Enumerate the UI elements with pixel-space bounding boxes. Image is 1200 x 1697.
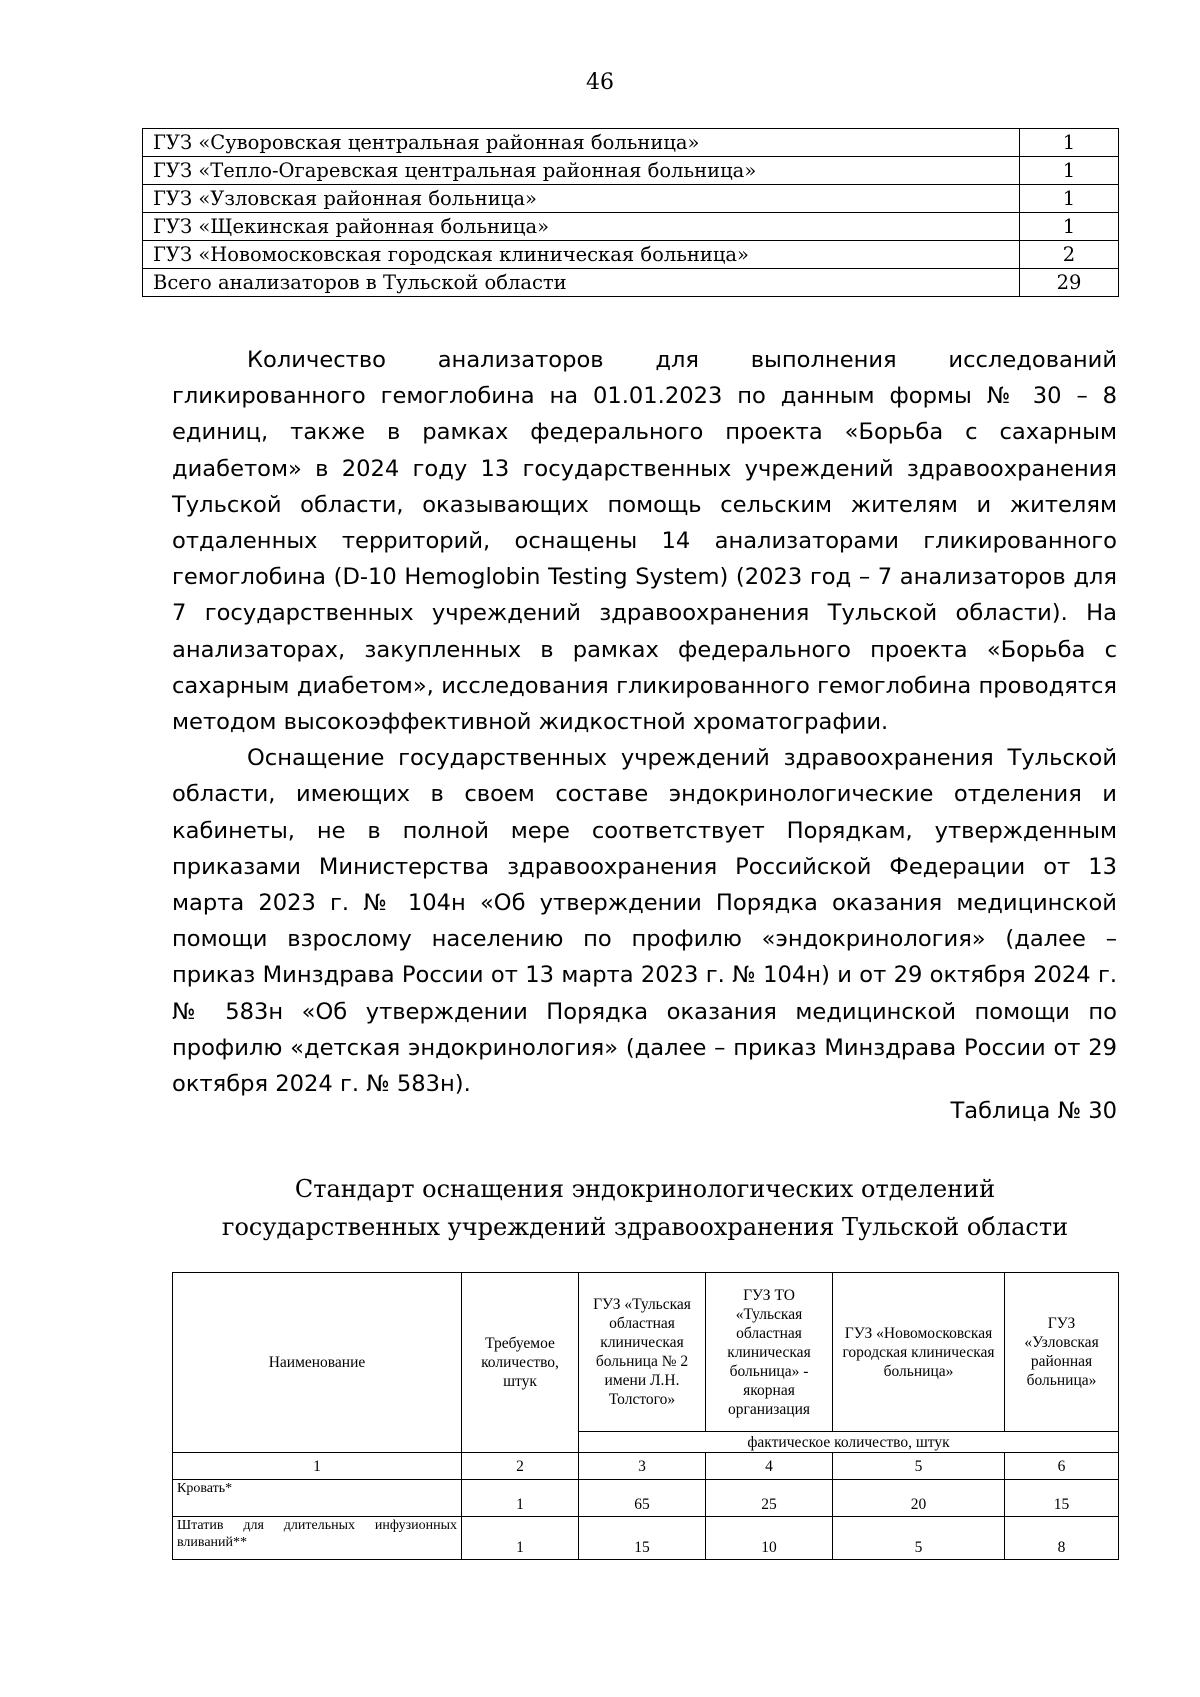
actual-count: 25 bbox=[706, 1480, 833, 1517]
column-number: 6 bbox=[1005, 1453, 1119, 1480]
hospital-name: ГУЗ «Суворовская центральная районная больница» bbox=[143, 129, 1020, 157]
table-title-line: Стандарт оснащения эндокринологических отделений bbox=[294, 1175, 996, 1203]
header-hospital-1: ГУЗ «Тульская областная клиническая больница № 2 имени Л.Н. Толстого» bbox=[579, 1273, 706, 1432]
paragraph: Количество анализаторов для выполнения исследований гликированного гемоглобина на 01.01.2023 по данным формы № 30 – 8 единиц, также в рамках федерального проекта «Борьба с сахарным диабетом» в 2024 году 13 государственных учреждений здравоохранения Тульской области, оказывающих помощь сельским жителям и жителям отдаленных территорий, оснащены 14 анализаторами гликированного гемоглобина (D-10 Hemoglobin Testing System) (2023 год – 7 анализаторов для 7 государственных учреждений здравоохранения Тульской области). На анализаторах, закупленных в рамках федерального проекта «Борьба с сахарным диабетом», исследования гликированного гемоглобина проводятся методом высокоэффективной жидкостной хроматографии. bbox=[172, 347, 1117, 736]
header-name: Наименование bbox=[173, 1273, 462, 1453]
column-number: 4 bbox=[706, 1453, 833, 1480]
actual-count: 65 bbox=[579, 1480, 706, 1517]
header-row bbox=[173, 1273, 1119, 1432]
body-text bbox=[172, 342, 1117, 1102]
table-row bbox=[173, 1480, 1119, 1517]
actual-count: 8 bbox=[1005, 1517, 1119, 1560]
total-count: 29 bbox=[1020, 269, 1119, 297]
unit-label: фактическое количество, штук bbox=[579, 1432, 1119, 1453]
hospital-name: ГУЗ «Щекинская районная больница» bbox=[143, 213, 1020, 241]
required-count: 1 bbox=[462, 1480, 579, 1517]
analyzer-count: 1 bbox=[1020, 129, 1119, 157]
actual-count: 20 bbox=[833, 1480, 1005, 1517]
column-number: 1 bbox=[173, 1453, 462, 1480]
table-row-total bbox=[143, 269, 1119, 297]
paragraph: Оснащение государственных учреждений здравоохранения Тульской области, имеющих в своем составе эндокринологические отделения и кабинеты, не в полной мере соответствует Порядкам, утвержденным приказами Министерства здравоохранения Российской Федерации от 13 марта 2023 г. № 104н «Об утверждении Порядка оказания медицинской помощи взрослому населению по профилю «эндокринология» (далее – приказ Минздрава России от 13 марта 2023 г. № 104н) и от 29 октября 2024 г. № 583н «Об утверждении Порядка оказания медицинской помощи по профилю «детская эндокринология» (далее – приказ Минздрава России от 29 октября 2024 г. № 583н). bbox=[172, 745, 1117, 1098]
table-row bbox=[143, 213, 1119, 241]
actual-count: 10 bbox=[706, 1517, 833, 1560]
total-label: Всего анализаторов в Тульской области bbox=[143, 269, 1020, 297]
actual-count: 15 bbox=[1005, 1480, 1119, 1517]
table-title bbox=[0, 1170, 1200, 1246]
analyzer-count: 1 bbox=[1020, 157, 1119, 185]
hospital-name: ГУЗ «Узловская районная больница» bbox=[143, 185, 1020, 213]
page-number: 46 bbox=[586, 70, 614, 95]
table-row bbox=[143, 129, 1119, 157]
table-row bbox=[143, 157, 1119, 185]
table-row bbox=[173, 1517, 1119, 1560]
header-hospital-2: ГУЗ ТО «Тульская областная клиническая больница» - якорная организация bbox=[706, 1273, 833, 1432]
column-number: 2 bbox=[462, 1453, 579, 1480]
table-row bbox=[143, 241, 1119, 269]
analyzer-count: 1 bbox=[1020, 185, 1119, 213]
column-number: 5 bbox=[833, 1453, 1005, 1480]
table-title-line: государственных учреждений здравоохранения Тульской области bbox=[221, 1213, 1069, 1241]
header-hospital-3: ГУЗ «Новомосковская городская клиническая больница» bbox=[833, 1273, 1005, 1432]
header-hospital-4: ГУЗ «Узловская районная больница» bbox=[1005, 1273, 1119, 1432]
hospital-name: ГУЗ «Тепло-Огаревская центральная районная больница» bbox=[143, 157, 1020, 185]
table-caption: Таблица № 30 bbox=[950, 1098, 1117, 1124]
column-number: 3 bbox=[579, 1453, 706, 1480]
equipment-standard-table bbox=[172, 1272, 1119, 1560]
analyzer-count: 1 bbox=[1020, 213, 1119, 241]
header-required: Требуемое количество, штук bbox=[462, 1273, 579, 1453]
analyzers-table bbox=[142, 128, 1119, 297]
hospital-name: ГУЗ «Новомосковская городская клиническая больница» bbox=[143, 241, 1020, 269]
actual-count: 15 bbox=[579, 1517, 706, 1560]
analyzer-count: 2 bbox=[1020, 241, 1119, 269]
actual-count: 5 bbox=[833, 1517, 1005, 1560]
equipment-name: Штатив для длительных инфузионных вливаний** bbox=[173, 1517, 462, 1560]
column-numbers-row bbox=[173, 1453, 1119, 1480]
table-row bbox=[143, 185, 1119, 213]
equipment-name: Кровать* bbox=[173, 1480, 462, 1517]
required-count: 1 bbox=[462, 1517, 579, 1560]
